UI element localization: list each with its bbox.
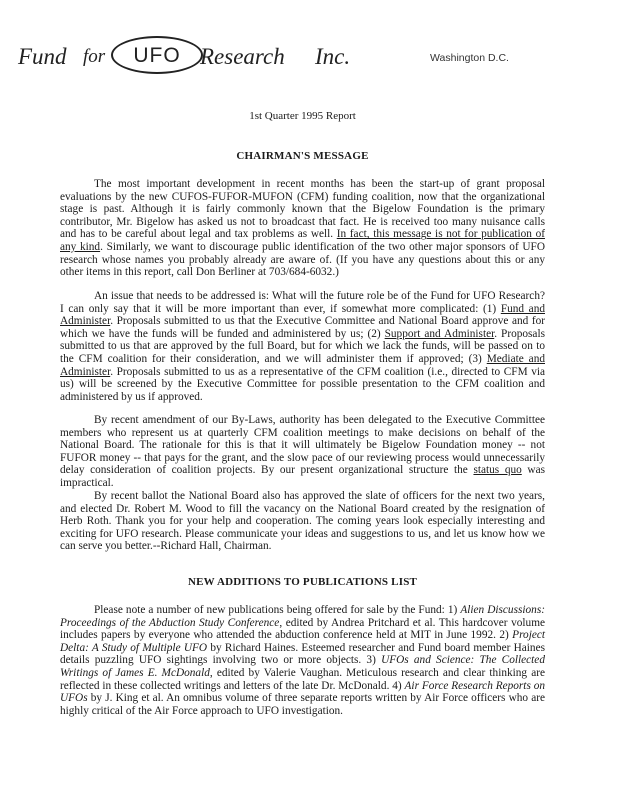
text-run: An issue that needs to be addressed is: What will the future role be of the Fund for UFO Research? I can only say that it will be more important than ever, if somewhat more complicated: (1) bbox=[60, 290, 545, 315]
book-title: UFOs and Science: The Collected Writings of James E. McDonald bbox=[60, 654, 545, 679]
text-run: By recent amendment of our By-Laws, authority has been delegated to the Executive Committee members who represent us at quarterly CFM coalition meetings to make decisions on behalf of the National Board. The rationale for this is that it will ultimately be Bigelow Foundation money -- not FUFOR money -- that pays for the grant, and the slow pace of our reviewing process would unnecessarily delay consideration of coalition projects. By our present organizational structure the bbox=[60, 414, 545, 477]
ufo-oval-logo bbox=[111, 36, 203, 74]
letterhead-inc: Inc. bbox=[315, 44, 351, 69]
underlined-text: Mediate and Administer bbox=[60, 352, 545, 378]
text-run: The most important development in recent months has been the start-up of grant proposal evaluations by the new CUFOS-FUFOR-MUFON (CFM) funding coalition, now that the organizational stage is past. Although it is fairly commonly known that the Bigelow Foundation is the primary contributor, Mr. Bigelow has asked us not to broadcast that fact. He is received too many nuisance calls and has to be careful about legal and tax problems as well. bbox=[60, 178, 545, 241]
publications-paragraph bbox=[60, 604, 545, 717]
letterhead-fund: Fund bbox=[18, 44, 67, 69]
underlined-text: In fact, this message is not for publication of any kind bbox=[60, 228, 545, 253]
letterhead-location: Washington D.C. bbox=[430, 52, 509, 64]
text-run: , edited by Andrea Pritchard et al. This hardcover volume includes papers by everyone who attended the abduction conference held at MIT in June 1992. 2) bbox=[60, 616, 545, 642]
underlined-text: status quo bbox=[473, 464, 522, 477]
book-title: Project Delta: A Study of Multiple UFO bbox=[60, 629, 546, 654]
text-run: was impractical. bbox=[60, 464, 545, 489]
chairman-paragraph-2 bbox=[60, 290, 545, 403]
text-run: by Richard Haines. Esteemed researcher and Fund board member Haines details puzzling UFO sightings involving two or more objects. 3) bbox=[60, 641, 545, 667]
text-run: . Similarly, we want to discourage public identification of the two other major sponsors of UFO research whose names you probably already are aware of. (If you have any questions about this or any other items in this report, call Don Berliner at 703/684-6032.) bbox=[60, 240, 545, 279]
letterhead-ufo: UFO bbox=[133, 44, 181, 67]
book-title: Air Force Research Reports on UFOs bbox=[60, 679, 545, 705]
text-run: . Proposals submitted to us that are approved by the full Board, but for which we lack the funds, will be passed on to the CFM coalition for their consideration, and we will administer them if approved; (3) bbox=[60, 327, 545, 365]
chairman-paragraph-1 bbox=[60, 178, 545, 279]
text-run: . Proposals submitted to us that the Executive Committee and National Board approve and for which we have the funds will be funded and administered by us; (2) bbox=[60, 315, 545, 340]
underlined-text: Fund and Administer bbox=[60, 302, 545, 328]
text-run: . Proposals submitted to us as a representative of the CFM coalition (i.e., directed to CFM via us) will be screened by the Executive Committee for possible presentation to the CFM coalition and administered by us if approved. bbox=[60, 365, 545, 403]
text-run: by J. King et al. An omnibus volume of three separate reports written by Air Force officers who are highly critical of the Air Force approach to UFO investigation. bbox=[60, 692, 545, 717]
letterhead bbox=[18, 34, 598, 80]
chairman-heading: CHAIRMAN'S MESSAGE bbox=[236, 150, 369, 162]
underlined-text: Support and Administer bbox=[384, 327, 495, 340]
book-title: Alien Discussions: Proceedings of the Abduction Study Conference bbox=[60, 604, 545, 629]
publications-heading: NEW ADDITIONS TO PUBLICATIONS LIST bbox=[187, 576, 418, 588]
text-run: , edited by Valerie Vaughan. Meticulous research and clear thinking are reflected in these collected writings and letters of the late Dr. McDonald. 4) bbox=[60, 666, 545, 692]
text-run: Please note a number of new publications being offered for sale by the Fund: 1) bbox=[94, 604, 458, 616]
chairman-paragraph-4: By recent ballot the National Board also has approved the slate of officers for the next two years, and elected Dr. Robert M. Wood to fill the vacancy on the National Board created by the resignation of Herb Roth. Thank you for your help and cooperation. The coming years look especially interesting and exciting for UFO research. Please communicate your ideas and suggestions to us, and let us know how we can serve you better.--Richard Hall, Chairman. bbox=[60, 490, 545, 553]
letterhead-for: for bbox=[83, 46, 106, 67]
chairman-paragraph-3 bbox=[60, 414, 545, 490]
report-title: 1st Quarter 1995 Report bbox=[249, 110, 356, 122]
letterhead-research: Research bbox=[200, 44, 285, 69]
